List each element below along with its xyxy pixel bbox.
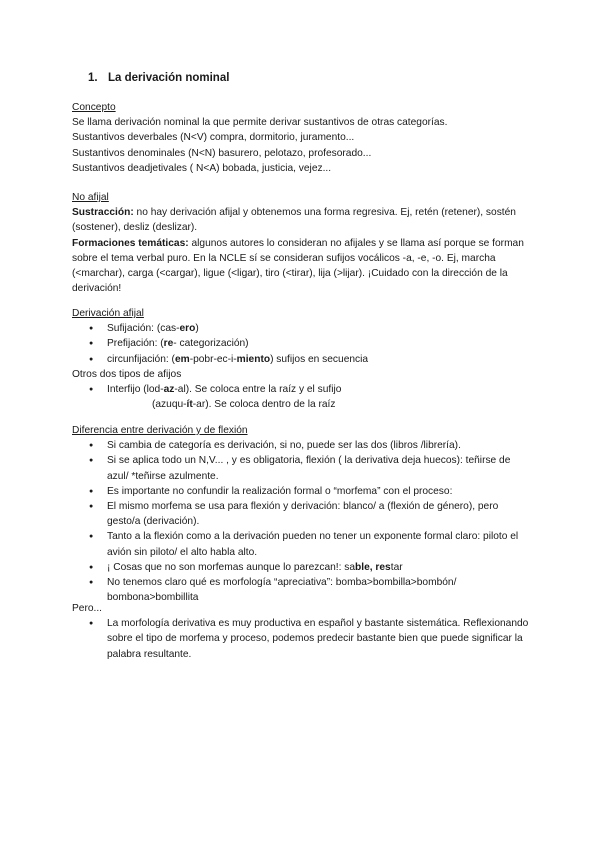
list-item [72,336,532,351]
item-bold: miento [236,353,271,365]
pero-list [72,616,532,662]
pero-label: Pero... [72,603,103,614]
no-afijal-heading: No afijal [72,192,109,203]
item-text: - categorización) [173,338,249,350]
list-item: ● Es importante no confundir la realización formal o “morfema” con el proceso: [72,484,532,499]
concepto-line: Sustantivos deadjetivales ( N<A) bobada, justicia, vejez... [72,162,332,174]
item-bold: re [163,338,174,350]
tematicas-paragraph [72,236,532,297]
list-item: ● Si cambia de categoría es derivación, si no, puede ser las dos (libros /librería). [72,438,532,453]
diferencia-heading: Diferencia entre derivación y de flexión [72,425,248,436]
item-text: (azuqu- [152,399,187,411]
list-item [72,560,532,575]
sustraccion-label: Sustracción: [72,207,134,219]
diferencia-section [72,423,532,605]
list-item [72,352,532,367]
concepto-section [72,100,532,176]
concepto-line: Sustantivos denominales (N<N) basurero, pelotazo, profesorado... [72,147,372,159]
item-text: circunfijación: ( [107,353,175,365]
interfijo-list [72,382,532,397]
item-bold: ít [186,399,193,411]
concepto-heading: Concepto [72,102,116,113]
item-text: Prefijación: ( [107,338,164,350]
item-bold: em [174,353,190,365]
sustraccion-text: no hay derivación afijal y obtenemos una forma regresiva. Ej, retén (retener), sostén (sostener), desliz (deslizar). [72,207,516,234]
interfijo-continuation [72,397,532,412]
item-text: Interfijo (lod- [107,384,164,396]
concepto-line: Sustantivos deverbales (N<V) compra, dormitorio, juramento... [72,132,355,144]
no-afijal-section [72,190,532,296]
item-bold: ero [179,323,196,335]
list-item: ● No tenemos claro qué es morfología “apreciativa”: bomba>bombilla>bombón/ bombona>bombillita [72,575,532,605]
list-item: ● La morfología derivativa es muy productiva en español y bastante sistemática. Reflexionando sobre el tipo de morfema y proceso, podemos predecir bastante bien que puede significar la palabra resultante. [72,616,532,662]
afijal-heading: Derivación afijal [72,308,144,319]
tematicas-text: algunos autores lo consideran no afijales y se llama así porque se forman sobre el tema verbal puro. En la NCLE sí se consideran sufijos vocálicos -a, -e, -o. Ej, marcha (<marchar), carga (<cargar), ligue (<ligar), tiro (<tirar), lija (>lijar). ¡Cuidado con la dirección de la derivación! [72,237,524,295]
pero-section [72,601,532,662]
section-number: 1. [88,72,98,84]
item-text: ) [195,323,199,335]
afijal-section [72,306,532,412]
item-bold: az [163,384,175,396]
section-title [88,72,229,84]
item-text: -ar). Se coloca dentro de la raíz [192,399,336,411]
item-text: -pobr-ec-i- [189,353,237,365]
item-bold: ble, res [355,561,391,573]
item-text: Sufijación: (cas- [107,323,180,335]
item-text: ) sufijos en secuencia [270,353,369,365]
afijal-list [72,321,532,367]
list-item: ● El mismo morfema se usa para flexión y derivación: blanco/ a (flexión de género), pero gesto/a (derivación). [72,499,532,529]
item-text: -al). Se coloca entre la raíz y el sufijo [174,384,342,396]
list-item [72,382,532,397]
tematicas-label: Formaciones temáticas: [72,237,189,249]
list-item: ● Si se aplica todo un N,V... , y es obligatoria, flexión ( la derivativa deja huecos): teñirse de azul/ *teñirse azulmente. [72,453,532,483]
sustraccion-paragraph [72,205,532,235]
otros-tipos-line: Otros dos tipos de afijos [72,368,182,380]
list-item [72,321,532,336]
item-text: ¡ Cosas que no son morfemas aunque lo parezcan!: sa [107,561,356,573]
item-text: tar [390,561,403,573]
list-item: ● Tanto a la flexión como a la derivación pueden no tener un exponente formal claro: piloto el avión sin piloto/ el alto habla alto. [72,529,532,559]
concepto-line: Se llama derivación nominal la que permite derivar sustantivos de otras categorías. [72,117,448,129]
section-title-text: La derivación nominal [108,72,230,84]
diferencia-list [72,438,532,605]
